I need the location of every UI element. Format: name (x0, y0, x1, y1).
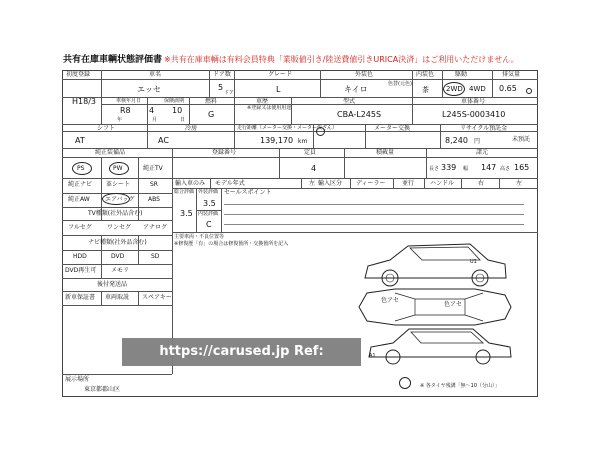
vehicle-history-label: 車歴 (256, 98, 269, 105)
equip-warranty: 新車保証書 (65, 294, 96, 301)
equip-ps: PS (77, 165, 85, 172)
capacity-value: 4 (311, 164, 317, 173)
handle-label: ハンドル (430, 180, 455, 187)
mileage-value: 139,170 (260, 136, 294, 145)
dims-label: 諸元 (476, 149, 489, 156)
km-unit: km (298, 138, 308, 145)
drive-label: 駆動 (455, 71, 468, 78)
interior-color-value: 茶 (422, 86, 429, 94)
width-label: 幅 (463, 166, 469, 172)
displacement-label: 排気量 (502, 71, 521, 78)
location-label: 展示場所 (65, 376, 90, 383)
day-unit: 日 (180, 117, 186, 123)
car-name-label: 車名 (149, 71, 162, 78)
equipment-title: 純正装備品 (95, 149, 126, 156)
parallel-label: 並行 (402, 180, 415, 187)
meter-mark (316, 127, 325, 136)
equip-abs: ABS (148, 196, 160, 203)
tire-note: ※ 各タイヤ残溝「無〜10（分山）」 (420, 383, 500, 389)
equip-sr: SR (150, 181, 158, 188)
first-reg-label: 初度登録 (66, 71, 91, 78)
drive-4wd: 4WD (469, 85, 486, 93)
chassis-label: 車体番号 (461, 98, 486, 105)
mileage-label: 走行距離（メーター交換・メーター改ざん） (237, 125, 338, 131)
left-handle: 左 (516, 180, 523, 187)
damage-mark-a1: A1 (369, 353, 376, 359)
equip-pw: PW (113, 165, 123, 172)
notice-text: ※共有在庫車輌は有料会員特典「業販値引き/陸送費値引きURICA決済」はご利用いただけません。 (164, 55, 519, 64)
equip-analog: アナログ (143, 224, 168, 231)
car-side-view (365, 325, 515, 365)
import-label: 輸入車のみ (175, 180, 206, 187)
damage-note: ※修復歴「有」の場合は修復箇所・交換箇所を記入 (174, 241, 289, 247)
shift-value: AT (75, 136, 85, 145)
handle-mark: 左 (309, 180, 316, 187)
model-value: CBA-L245S (337, 110, 382, 119)
model-year-label: モデル年式 (215, 180, 245, 187)
equip-dvd-play: DVD再生可 (65, 267, 97, 274)
recycle-label: リサイクル預託金 (460, 125, 508, 132)
damage-mark-iro2: 色アセ (444, 301, 462, 308)
equip-aw: 純正AW (68, 196, 90, 203)
exterior-score-label: 外装評価 (198, 189, 219, 195)
total-score-value: 3.5 (180, 209, 193, 218)
year-unit: 年 (117, 117, 123, 123)
chassis-value: L245S-0003410 (442, 110, 506, 119)
inspection-day: 10 (172, 106, 183, 115)
aircon-label: 冷房 (185, 125, 198, 132)
recycle-status: 未預託 (512, 136, 531, 143)
dealer-label: ディーラー (356, 180, 386, 187)
grade-value: L (276, 85, 281, 94)
month-unit: 月 (152, 117, 158, 123)
exterior-score-value: 3.5 (203, 199, 216, 208)
first-reg-value: H18/3 (72, 97, 96, 106)
right-handle: 右 (478, 180, 485, 187)
interior-score-label: 内装評価 (198, 211, 219, 217)
meter-exchange-label: メーター交換 (374, 125, 411, 132)
recycle-value: 8,240 (445, 136, 468, 145)
paint-note: 色替(元色) (388, 81, 412, 87)
equip-tv: 純正TV (143, 165, 163, 172)
inspection-month: 4 (149, 106, 155, 115)
inspection-year: R8 (120, 106, 131, 115)
vehicle-history-sub: ※登録又は使用用途 (247, 105, 292, 111)
regno-label: 登録番号 (212, 149, 237, 156)
inspection-label: 車検年月日 (116, 98, 142, 104)
height-value: 165 (514, 163, 530, 172)
length-value: 339 (441, 163, 457, 172)
watermark: https://carused.jp Ref: YDM00640 (122, 338, 361, 366)
exterior-color-value: キイロ (344, 85, 368, 94)
tv-type-label: TV種類(社外品含む) (88, 210, 143, 217)
fuel-label: 燃料 (205, 98, 218, 105)
displacement-value: 0.65 (499, 84, 517, 93)
aftermarket-label: 後付発送品 (97, 281, 128, 288)
capacity-label: 定員 (304, 149, 317, 156)
fuel-value: G (208, 110, 215, 119)
car-top-view (355, 285, 515, 330)
navi-type-label: ナビ種類(社外品含む) (88, 239, 147, 246)
damage-title: 主要車両・不良位置等 (174, 234, 225, 240)
equip-hdd: HDD (73, 253, 87, 260)
sales-point-label: セールスポイント (224, 189, 272, 196)
model-label: 型式 (343, 98, 356, 105)
drive-2wd: 2WD (446, 85, 463, 93)
insurance-label: 保険満期 (164, 98, 185, 104)
document-title: 共有在庫車輌状態評価書 (63, 55, 163, 65)
equip-navi: 純正ナビ (68, 181, 93, 188)
equip-airbag: エアバッグ (105, 196, 135, 203)
interior-score-value: C (206, 220, 212, 229)
grade-label: グレード (268, 71, 293, 78)
width-value: 147 (481, 163, 497, 172)
damage-mark-iro1: 色アセ (381, 297, 399, 304)
doors-label: ドア数 (213, 71, 231, 78)
import-class-label: 輸入区分 (318, 180, 343, 187)
equip-fullseg: フルセグ (68, 224, 92, 231)
tire-circle (399, 377, 411, 389)
doors-value: 5 (218, 83, 224, 92)
aircon-value: AC (158, 136, 169, 145)
displacement-mark (526, 88, 532, 94)
equip-oneseg: ワンセグ (107, 224, 132, 231)
yen-unit: 円 (474, 138, 481, 145)
equip-manual: 車両取説 (105, 294, 130, 301)
shift-label: シフト (97, 125, 116, 132)
equip-dvd: DVD (111, 253, 125, 260)
length-label: 長さ (429, 166, 440, 172)
equip-memory: メモリ (111, 267, 130, 274)
location-value: 東京都郡山区 (84, 386, 121, 393)
equip-sd: SD (151, 253, 160, 260)
load-label: 積載量 (376, 149, 395, 156)
equip-leather: 革シート (106, 181, 131, 188)
equip-spare-key: スペアキー (142, 294, 172, 301)
door-unit: ドア (224, 90, 234, 96)
interior-color-label: 内装色 (416, 71, 435, 78)
exterior-color-label: 外装色 (355, 71, 374, 78)
total-score-label: 総合評価 (174, 189, 195, 195)
height-label: 高さ (500, 166, 511, 172)
damage-mark-u1: U1 (470, 259, 477, 265)
car-diagram (360, 238, 510, 288)
car-name-value: エッセ (137, 85, 161, 94)
